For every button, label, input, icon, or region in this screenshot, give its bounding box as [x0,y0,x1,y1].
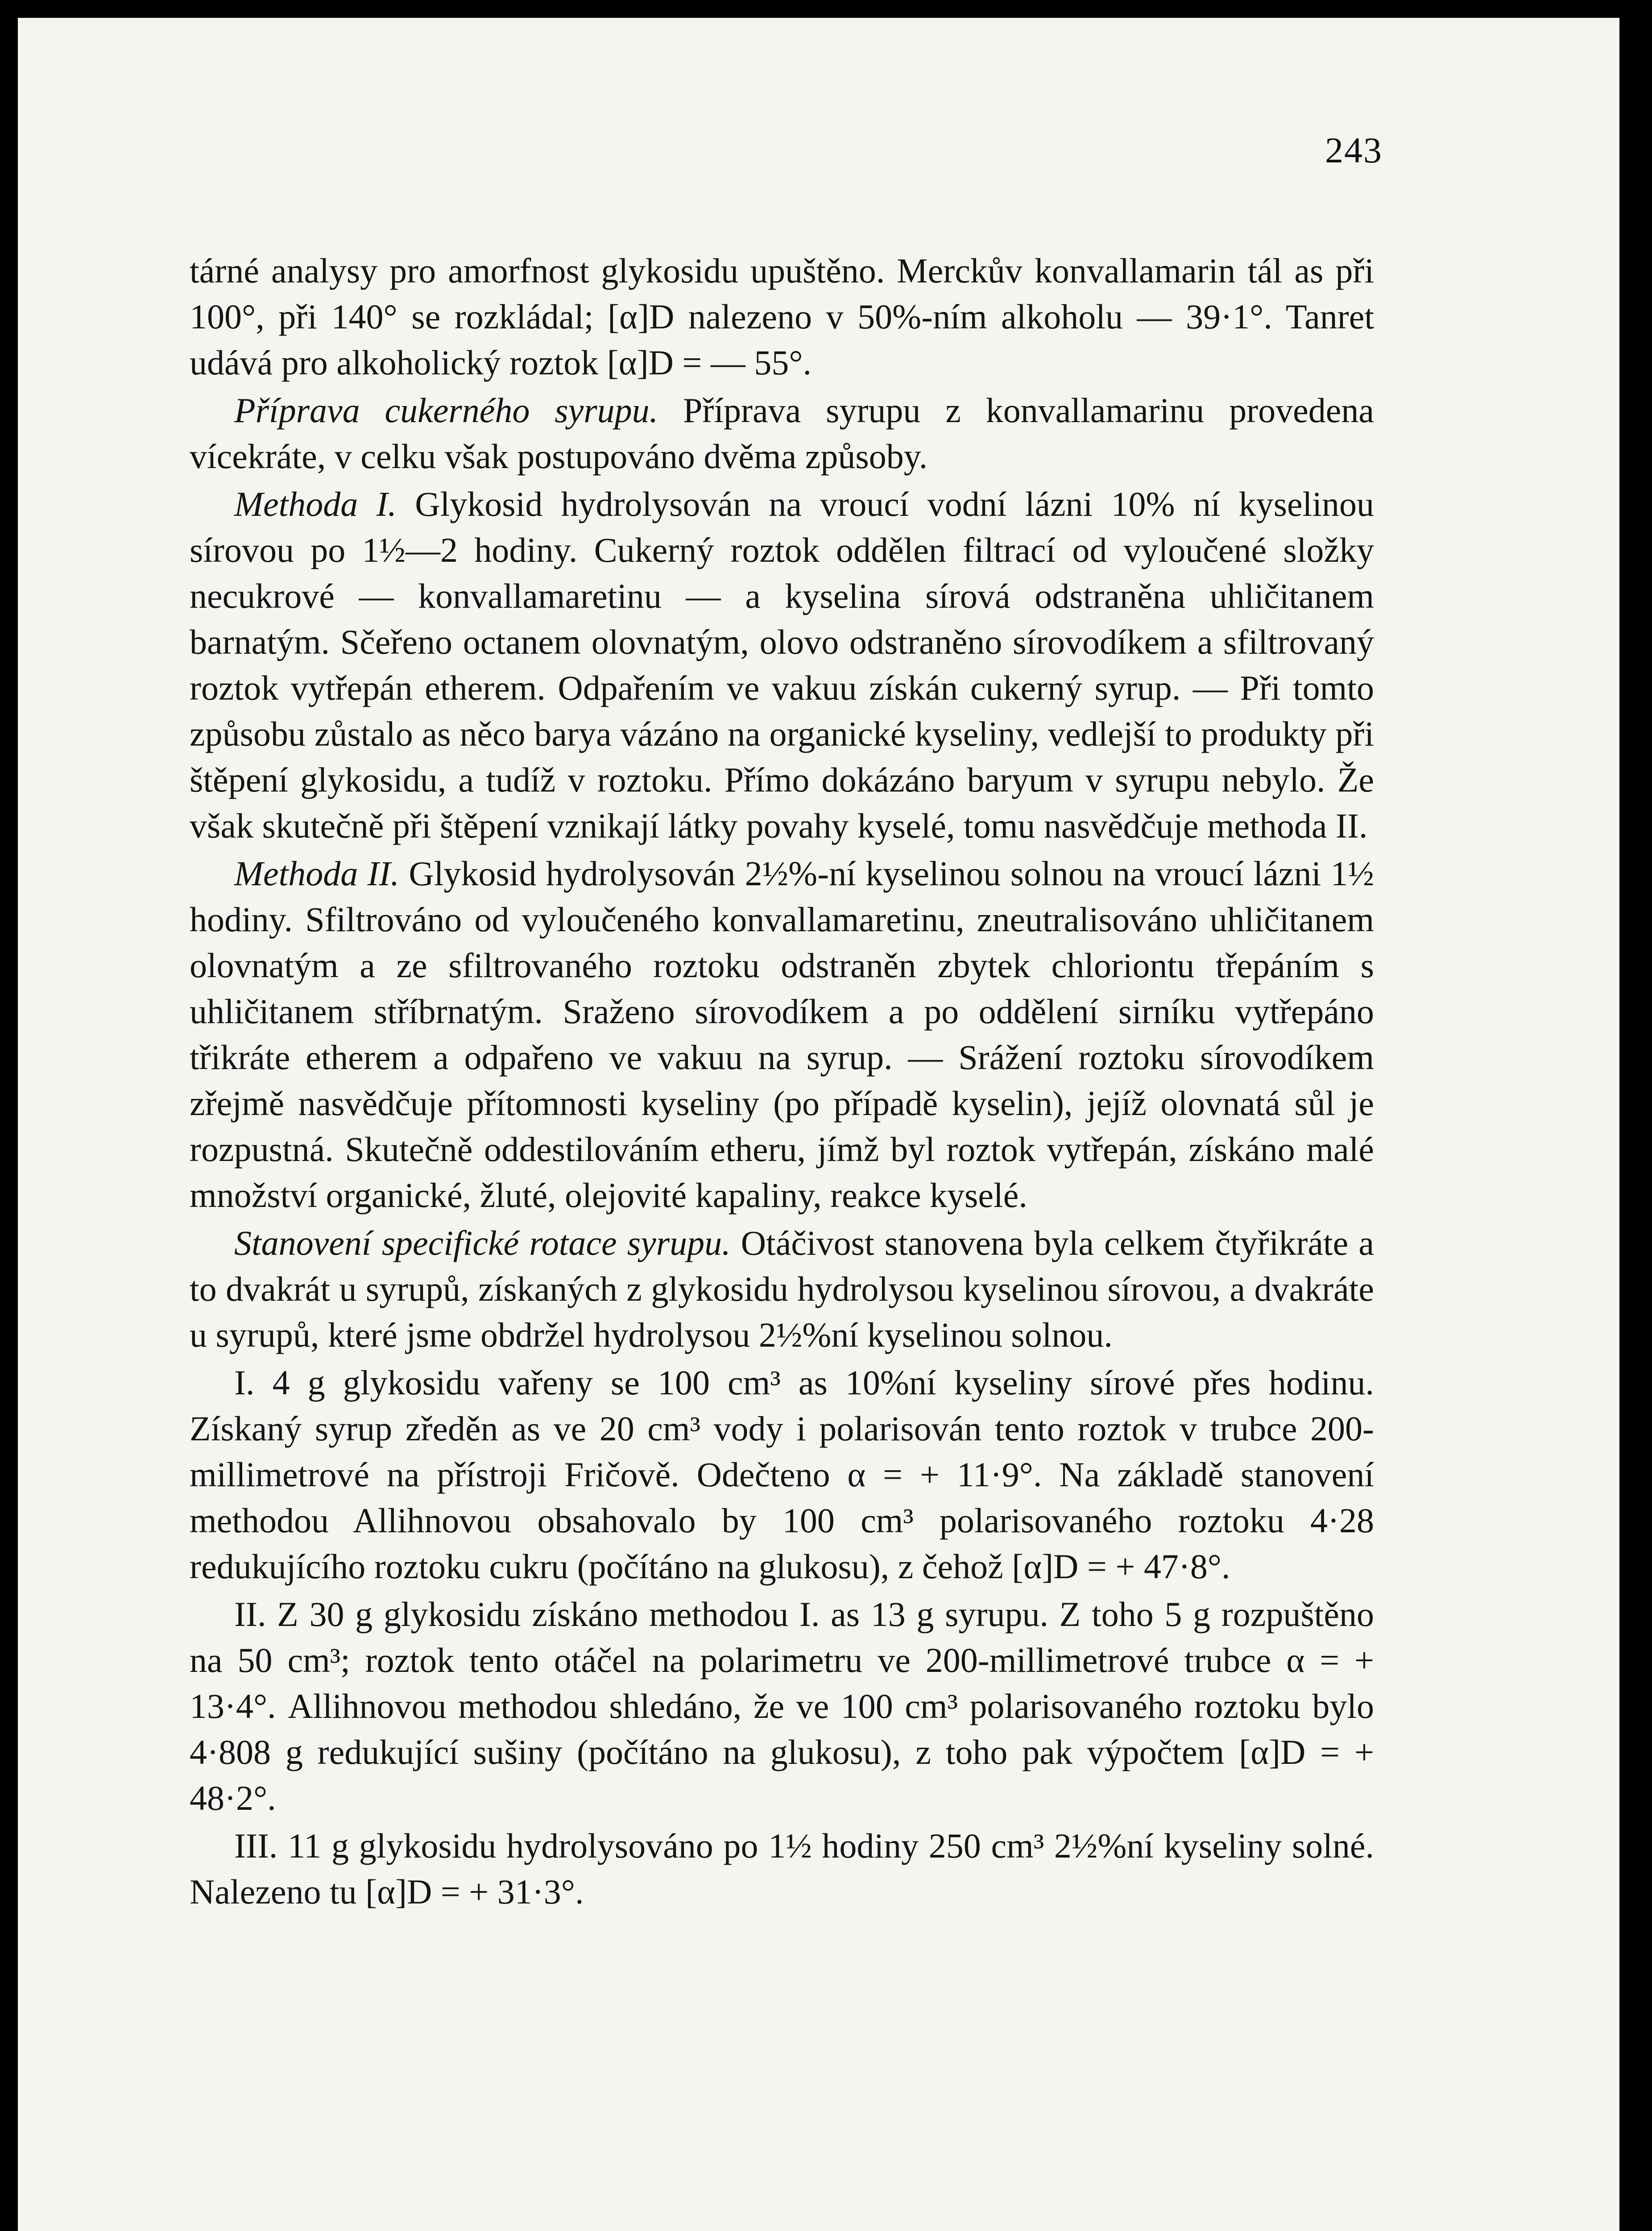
paragraph-text: tárné analysy pro amorfnost glykosidu upuštěno. Merckův konvallamarin tál as při 100°, při 140° se rozkládal; [α]D nalezeno v 50%-ním alkoholu — 39·1°. Tanret udává pro alkoholický roztok [α]D = — 55°. [190,251,1374,382]
paragraph-text: I. 4 g glykosidu vařeny se 100 cm³ as 10%ní kyseliny sírové přes hodinu. Získaný syrup zředěn as ve 20 cm³ vody i polarisován tento roztok v trubce 200-millimetrové na přístroji Fričově. Odečteno α = + 11·9°. Na základě stanovení methodou Allihnovou obsahovalo by 100 cm³ polarisovaného roztoku 4·28 redukujícího roztoku cukru (počítáno na glukosu), z čehož [α]D = + 47·8°. [190,1363,1374,1586]
paragraph-experiment-three [190,1823,1374,1915]
paragraph-experiment-one [190,1360,1374,1589]
section-heading: Methoda II. [234,854,400,893]
paragraph-text: Glykosid hydrolysován na vroucí vodní lázni 10% ní kyselinou sírovou po 1½—2 hodiny. Cukerný roztok oddělen filtrací od vyloučené složky necukrové — konvallamaretinu — a kyselina sírová odstraněna uhličitanem barnatým. Sčeřeno octanem olovnatým, olovo odstraněno sírovodíkem a sfiltrovaný roztok vytřepán etherem. Odpařením ve vakuu získán cukerný syrup. — Při tomto způsobu zůstalo as něco barya vázáno na organické kyseliny, vedlejší to produkty při štěpení glykosidu, a tudíž v roztoku. Přímo dokázáno baryum v syrupu nebylo. Že však skutečně při štěpení vznikají látky povahy kyselé, tomu nasvědčuje methoda II. [190,485,1374,845]
paragraph-text: Příprava syrupu z konvallamarinu provedena vícekráte, v celku však postupováno dvěma způsoby. [190,391,1375,476]
page-number: 243 [1325,130,1383,170]
paragraph-text: Otáčivost stanovena byla celkem čtyřikráte a to dvakrát u syrupů, získaných z glykosidu hydrolysou kyselinou sírovou, a dvakráte u syrupů, které jsme obdržel hydrolysou 2½%ní kyselinou solnou. [190,1223,1374,1354]
paragraph-method-one [190,481,1374,849]
paragraph-experiment-two [190,1591,1374,1821]
paragraph-specific-rotation [190,1220,1374,1358]
paragraph-analysis [190,248,1374,386]
section-heading: Methoda I. [234,485,397,523]
body-text [190,248,1374,1916]
paragraph-text: II. Z 30 g glykosidu získáno methodou I. as 13 g syrupu. Z toho 5 g rozpuštěno na 50 cm³; roztok tento otáčel na polarimetru ve 200-millimetrové trubce α = + 13·4°. Allihnovou methodou shledáno, že ve 100 cm³ polarisovaného roztoku bylo 4·808 g redukující sušiny (počítáno na glukosu), z toho pak výpočtem [α]D = + 48·2°. [190,1595,1374,1817]
paragraph-method-two [190,850,1374,1218]
section-heading: Stanovení specifické rotace syrupu. [234,1223,731,1262]
scanned-page [18,18,1619,2231]
section-heading: Příprava cukerného syrupu. [234,391,658,430]
paragraph-syrup-preparation [190,387,1374,479]
paragraph-text: III. 11 g glykosidu hydrolysováno po 1½ hodiny 250 cm³ 2½%ní kyseliny solné. Nalezeno tu [α]D = + 31·3°. [190,1826,1374,1911]
paragraph-text: Glykosid hydrolysován 2½%-ní kyselinou solnou na vroucí lázni 1½ hodiny. Sfiltrováno od vyloučeného konvallamaretinu, zneutralisováno uhličitanem olovnatým a ze sfiltrovaného roztoku odstraněn zbytek chloriontu třepáním s uhličitanem stříbrnatým. Sraženo sírovodíkem a po oddělení sirníku vytřepáno třikráte etherem a odpařeno ve vakuu na syrup. — Srážení roztoku sírovodíkem zřejmě nasvědčuje přítomnosti kyseliny (po případě kyselin), jejíž olovnatá sůl je rozpustná. Skutečně oddestilováním etheru, jímž byl roztok vytřepán, získáno malé množství organické, žluté, olejovité kapaliny, reakce kyselé. [190,854,1375,1215]
